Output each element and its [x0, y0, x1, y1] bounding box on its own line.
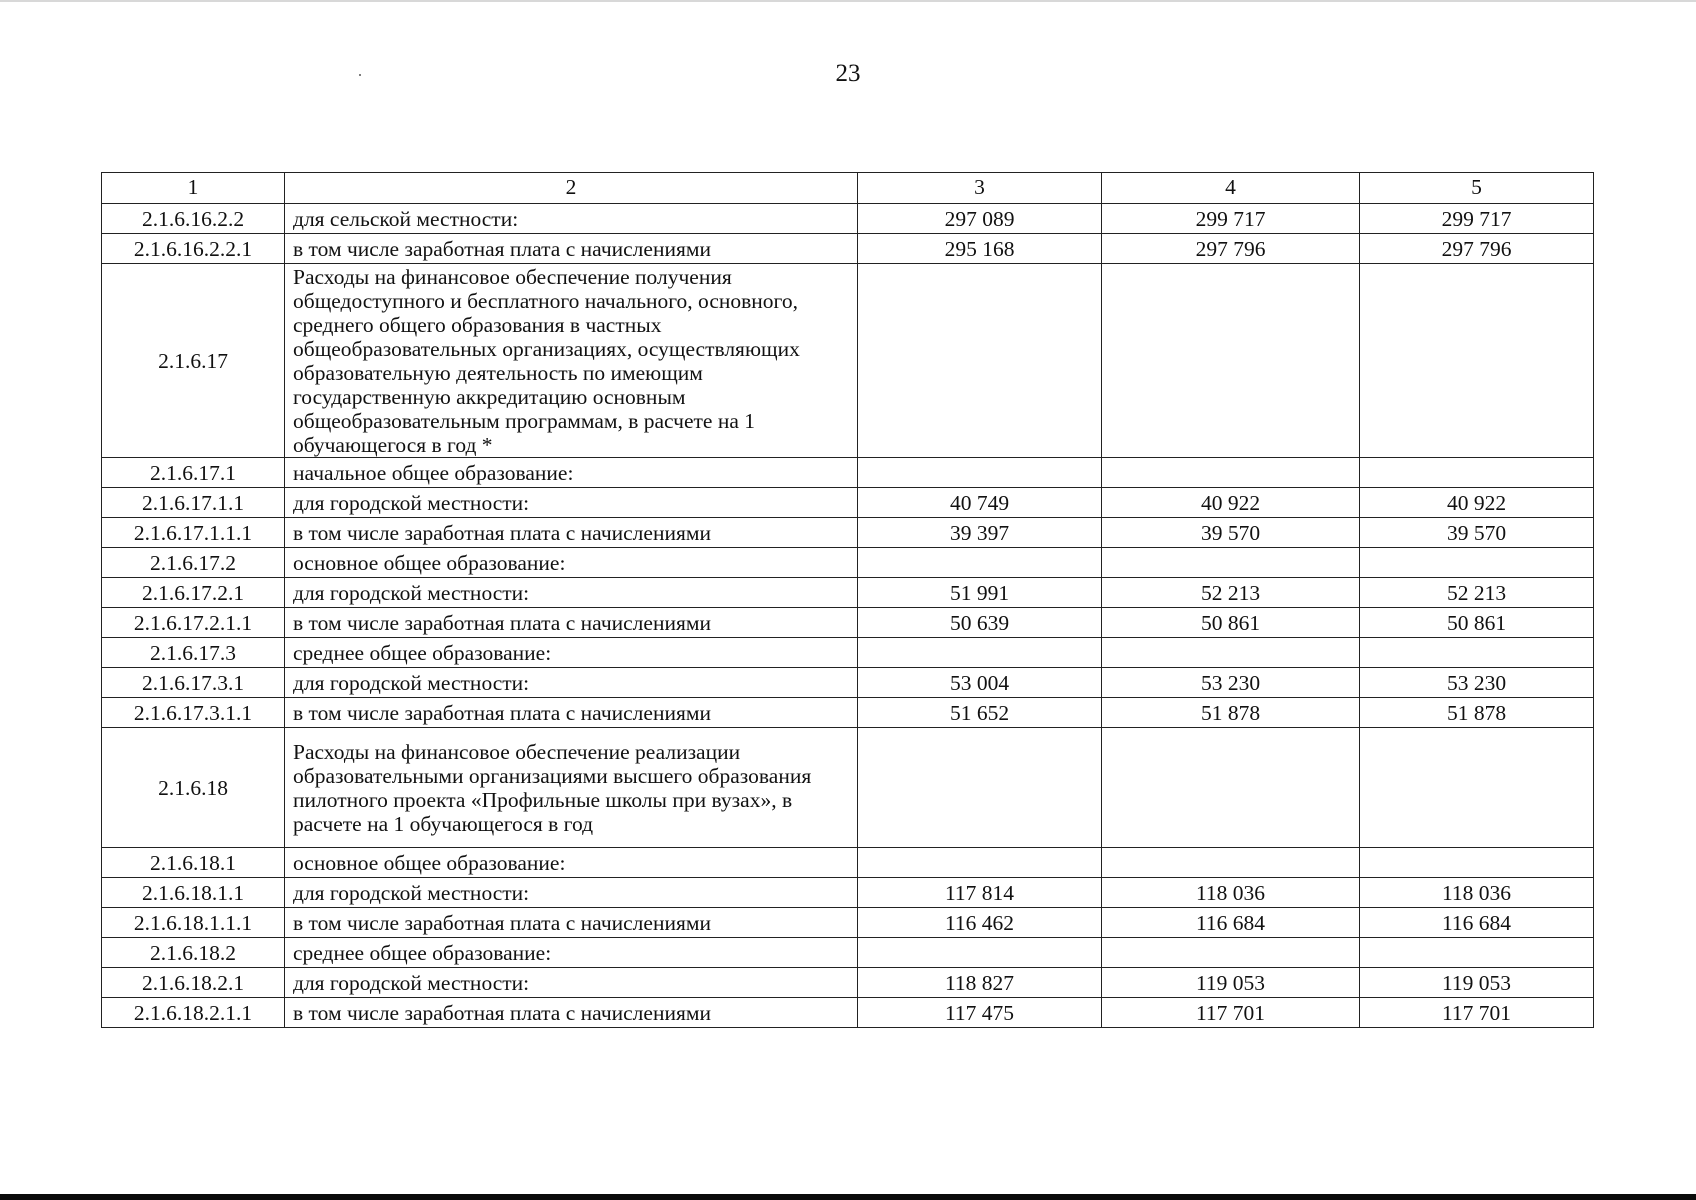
row-code: 2.1.6.17.3.1.1: [102, 698, 285, 728]
row-value-col3: 40 749: [858, 488, 1102, 518]
row-value-col5: 53 230: [1360, 668, 1594, 698]
row-value-col5: 51 878: [1360, 698, 1594, 728]
row-name: в том числе заработная плата с начислениями: [285, 608, 858, 638]
page-bottom-edge: [0, 1194, 1696, 1200]
row-value-col3: 51 652: [858, 698, 1102, 728]
row-code: 2.1.6.17.3.1: [102, 668, 285, 698]
table-row: [102, 908, 1594, 938]
row-value-col5: [1360, 548, 1594, 578]
row-name: для городской местности:: [285, 488, 858, 518]
row-value-col3: 51 991: [858, 578, 1102, 608]
row-code: 2.1.6.17.2.1: [102, 578, 285, 608]
row-value-col4: [1102, 938, 1360, 968]
row-value-col4: 50 861: [1102, 608, 1360, 638]
row-code: 2.1.6.17: [102, 264, 285, 458]
row-value-col4: 299 717: [1102, 204, 1360, 234]
budget-table: [101, 172, 1594, 1028]
row-name: для городской местности:: [285, 668, 858, 698]
row-code: 2.1.6.18.1: [102, 848, 285, 878]
row-value-col3: 116 462: [858, 908, 1102, 938]
table-row: [102, 264, 1594, 458]
row-name: основное общее образование:: [285, 548, 858, 578]
row-code: 2.1.6.17.2: [102, 548, 285, 578]
row-name: начальное общее образование:: [285, 458, 858, 488]
column-header: 3: [858, 173, 1102, 204]
row-value-col3: 295 168: [858, 234, 1102, 264]
row-value-col3: 117 475: [858, 998, 1102, 1028]
row-name: в том числе заработная плата с начислениями: [285, 234, 858, 264]
row-value-col5: 40 922: [1360, 488, 1594, 518]
column-header: 5: [1360, 173, 1594, 204]
row-value-col5: 297 796: [1360, 234, 1594, 264]
row-value-col3: [858, 548, 1102, 578]
row-value-col3: [858, 728, 1102, 848]
row-value-col5: 117 701: [1360, 998, 1594, 1028]
row-value-col3: 118 827: [858, 968, 1102, 998]
row-value-col4: 118 036: [1102, 878, 1360, 908]
table-row: [102, 204, 1594, 234]
table-row: [102, 698, 1594, 728]
table-row: [102, 458, 1594, 488]
row-name: среднее общее образование:: [285, 638, 858, 668]
row-code: 2.1.6.17.1: [102, 458, 285, 488]
row-name: Расходы на финансовое обеспечение реализации образовательными организациями высшего образования пилотного проекта «Профильные школы при вузах», в расчете на 1 обучающегося в год: [285, 728, 858, 848]
column-header: 4: [1102, 173, 1360, 204]
table-row: [102, 518, 1594, 548]
scan-speck: [359, 74, 361, 76]
table-row: [102, 668, 1594, 698]
row-value-col5: [1360, 848, 1594, 878]
row-value-col3: [858, 848, 1102, 878]
table-row: [102, 968, 1594, 998]
row-value-col5: 119 053: [1360, 968, 1594, 998]
row-code: 2.1.6.16.2.2: [102, 204, 285, 234]
row-value-col3: 39 397: [858, 518, 1102, 548]
row-value-col4: [1102, 548, 1360, 578]
row-value-col5: [1360, 458, 1594, 488]
row-value-col4: [1102, 638, 1360, 668]
table-header-row: [102, 173, 1594, 204]
row-value-col4: 53 230: [1102, 668, 1360, 698]
row-value-col4: 297 796: [1102, 234, 1360, 264]
row-code: 2.1.6.18.1.1.1: [102, 908, 285, 938]
row-code: 2.1.6.18: [102, 728, 285, 848]
row-value-col4: [1102, 848, 1360, 878]
row-code: 2.1.6.18.1.1: [102, 878, 285, 908]
table-row: [102, 578, 1594, 608]
row-name: Расходы на финансовое обеспечение получения общедоступного и бесплатного начального, основного, среднего общего образования в частных общеобразовательных организациях, осуществляющих образовательную деятельность по имеющим государственную аккредитацию основным общеобразовательным программам, в расчете на 1 обучающегося в год *: [285, 264, 858, 458]
row-value-col5: 52 213: [1360, 578, 1594, 608]
row-value-col4: [1102, 264, 1360, 458]
table-row: [102, 878, 1594, 908]
row-name: в том числе заработная плата с начислениями: [285, 998, 858, 1028]
row-name: среднее общее образование:: [285, 938, 858, 968]
table-row: [102, 998, 1594, 1028]
row-value-col3: 297 089: [858, 204, 1102, 234]
row-name: основное общее образование:: [285, 848, 858, 878]
row-value-col4: 117 701: [1102, 998, 1360, 1028]
row-value-col5: 39 570: [1360, 518, 1594, 548]
table-row: [102, 638, 1594, 668]
row-value-col3: [858, 938, 1102, 968]
row-value-col3: 53 004: [858, 668, 1102, 698]
table-row: [102, 234, 1594, 264]
row-code: 2.1.6.17.1.1: [102, 488, 285, 518]
row-value-col4: [1102, 458, 1360, 488]
row-value-col3: [858, 638, 1102, 668]
row-value-col4: [1102, 728, 1360, 848]
row-value-col5: 50 861: [1360, 608, 1594, 638]
row-name: для сельской местности:: [285, 204, 858, 234]
row-name: для городской местности:: [285, 968, 858, 998]
table-row: [102, 728, 1594, 848]
table-row: [102, 488, 1594, 518]
table-row: [102, 608, 1594, 638]
table-row: [102, 848, 1594, 878]
row-value-col5: [1360, 728, 1594, 848]
row-code: 2.1.6.18.2.1.1: [102, 998, 285, 1028]
row-code: 2.1.6.18.2.1: [102, 968, 285, 998]
row-name: в том числе заработная плата с начислениями: [285, 908, 858, 938]
page-number: 23: [835, 60, 861, 87]
row-code: 2.1.6.17.3: [102, 638, 285, 668]
row-value-col4: 52 213: [1102, 578, 1360, 608]
column-header: 2: [285, 173, 858, 204]
table-row: [102, 938, 1594, 968]
row-value-col5: [1360, 264, 1594, 458]
row-value-col4: 51 878: [1102, 698, 1360, 728]
row-value-col4: 119 053: [1102, 968, 1360, 998]
row-code: 2.1.6.16.2.2.1: [102, 234, 285, 264]
row-value-col5: 118 036: [1360, 878, 1594, 908]
row-name: для городской местности:: [285, 878, 858, 908]
row-code: 2.1.6.18.2: [102, 938, 285, 968]
row-value-col3: [858, 264, 1102, 458]
row-name: в том числе заработная плата с начислениями: [285, 518, 858, 548]
row-value-col3: 117 814: [858, 878, 1102, 908]
row-value-col5: [1360, 938, 1594, 968]
row-value-col4: 40 922: [1102, 488, 1360, 518]
row-value-col5: 299 717: [1360, 204, 1594, 234]
row-code: 2.1.6.17.2.1.1: [102, 608, 285, 638]
row-value-col4: 39 570: [1102, 518, 1360, 548]
column-header: 1: [102, 173, 285, 204]
row-value-col4: 116 684: [1102, 908, 1360, 938]
row-name: в том числе заработная плата с начислениями: [285, 698, 858, 728]
page-top-edge: [0, 0, 1696, 2]
row-value-col5: 116 684: [1360, 908, 1594, 938]
row-value-col3: 50 639: [858, 608, 1102, 638]
row-value-col3: [858, 458, 1102, 488]
row-value-col5: [1360, 638, 1594, 668]
row-name: для городской местности:: [285, 578, 858, 608]
table-row: [102, 548, 1594, 578]
row-code: 2.1.6.17.1.1.1: [102, 518, 285, 548]
